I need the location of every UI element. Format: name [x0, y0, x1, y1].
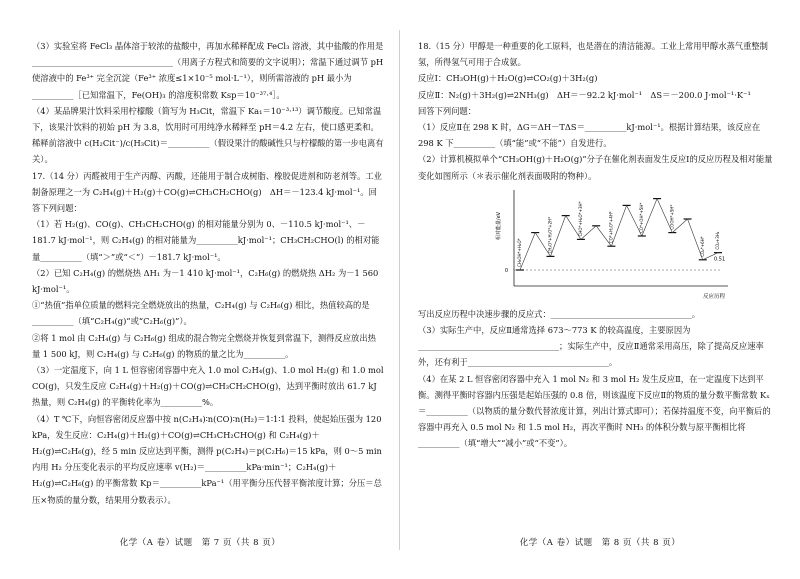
q16-part3: （3）实验室将 FeCl₃ 晶体溶于较浓的盐酸中，再加水稀释配成 FeCl₃ 溶液，其中盐酸的作用是__________________________________（用离子方程式和简要的文字说明）；常温下通过调节 pH 使溶液中的 Fe³⁺ 完全沉淀（Fe³⁺ 浓度≤1×10⁻⁵ mol·L⁻¹），则所需溶液的 pH 最小为__________［已知常温下，Fe(OH)₃ 的溶度积常数 Ksp＝10⁻³⁷·⁴］。: [32, 41, 384, 100]
state-label-6: CO*+H₂O*+4H*: [608, 211, 614, 244]
energy-marks: [516, 198, 722, 269]
q17-part2-sub1: ①“热值”指单位质量的燃料完全燃烧放出的热量，C₂H₄(g) 与 C₂H₆(g) 相比，热值较高的是__________（填“C₂H₄(g)”或“C₂H₆(g)”）。: [32, 300, 370, 327]
state-label-13: CO₂+3H₂: [715, 231, 720, 250]
q18-prompt: 回答下列问题：: [418, 105, 477, 116]
end-value-label: 0.51: [714, 256, 726, 263]
q17-intro: 17.（14 分）丙醛被用于生产丙醇、丙酸，还能用于制合成树脂、橡胶促进剂和防老剂等。工业制备原理之一为 C₂H₄(g)＋H₂(g)＋CO(g)⇌CH₃CH₂CHO(g) ΔH＝－123.4 kJ·mol⁻¹。回答下列问题：: [32, 170, 382, 214]
state-label-4: CHO*+H₂O*+3H*: [577, 201, 583, 237]
state-label-12: CO₂*+6H*: [699, 236, 705, 257]
y-axis-label: 相对能量/eV: [496, 211, 502, 240]
q17-part2-sub2: ②将 1 mol 由 C₂H₄(g) 与 C₂H₆(g) 组成的混合物完全燃烧并恢复到常温下，测得反应放出热量 1 500 kJ，则 C₂H₄(g) 与 C₂H₆(g) 的物质的量之比为__________。: [32, 332, 376, 359]
page-footer-left: 化学（A 卷）试题 第 7 页（共 8 页）: [119, 538, 281, 548]
left-column: [32, 38, 384, 508]
state-label-0: CH₃OH*+H₂O*: [517, 238, 522, 267]
q17-part1: （1）若 H₂(g)、CO(g)、CH₃CH₂CHO(g) 的相对能量分别为 0、－110.5 kJ·mol⁻¹、－181.7 kJ·mol⁻¹，则 C₂H₄(g) 的相对能量为__________kJ·mol⁻¹；CH₃CH₂CHO(l) 的相对能量__________（填“＞”或“＜”）－181.7 kJ·mol⁻¹。: [32, 219, 380, 262]
q18-reaction-2: 反应Ⅱ：N₂(g)＋3H₂(g)⇌2NH₃(g) ΔH＝－92.2 kJ·mol⁻¹ ΔS＝－200.0 J·mol⁻¹·K⁻¹: [418, 89, 751, 100]
right-column: [418, 38, 776, 452]
page-footer-right: 化学（A 卷）试题 第 8 页（共 8 页）: [519, 538, 681, 548]
q17-part3: （3）一定温度下，向 1 L 恒容密闭容器中充入 1.0 mol C₂H₄(g)、1.0 mol H₂(g) 和 1.0 mol CO(g)，只发生反应 C₂H₄(g)＋H₂(g)＋CO(g)⇌CH₃CH₂CHO(g)，达到平衡时放出 61.7 kJ 热量，则 C₂H₄(g) 的平衡转化率为__________%。: [32, 365, 384, 408]
q17-part2: （2）已知 C₂H₄(g) 的燃烧热 ΔH₁ 为－1 410 kJ·mol⁻¹，C₂H₆(g) 的燃烧热 ΔH₂ 为－1 560 kJ·mol⁻¹。: [32, 267, 379, 295]
q18-part2-question: 写出反应历程中决速步骤的反应式：__________________________________。: [418, 308, 701, 319]
state-label-8: CO*+OH*+5H*: [638, 202, 644, 233]
q18-part3: （3）实际生产中，反应Ⅱ通常选择 673～773 K 的较高温度，主要原因为__________________________________；实际生产中，反应Ⅱ通常采用高压，除了提高反应速率外，还有利于__________________________________。: [418, 325, 764, 368]
energy-profile-chart: [488, 186, 738, 304]
y-origin-label: 0: [504, 267, 508, 274]
q18-intro: 18.（15 分）甲醇是一种重要的化工原料，也是潜在的清洁能源。工业上常用甲醇水蒸气重整制氢，所得氢气可用于合成氨。: [418, 41, 768, 68]
page-8: [400, 0, 800, 579]
q17-part4: （4）T ℃下，向恒容密闭反应器中按 n(C₂H₄)∶n(CO)∶n(H₂)＝1∶1∶1 投料，使起始压强为 120 kPa，发生反应：C₂H₄(g)＋H₂(g)＋CO(g)⇌CH₃CH₂CHO(g) 和 C₂H₄(g)＋H₂(g)⇌C₂H₆(g)，经 5 min 反应达到平衡，测得 p(C₂H₄)＝p(C₂H₆)＝15 kPa，则 0～5 min 内用 H₂ 分压变化表示的平均反应速率 v(H₂)＝__________kPa·min⁻¹；C₂H₄(g)＋H₂(g)⇌C₂H₆(g) 的平衡常数 Kp＝__________kPa⁻¹（用平衡分压代替平衡浓度计算；分压＝总压×物质的量分数，结果用分数表示）。: [32, 413, 382, 505]
q18-reaction-1: 反应Ⅰ：CH₃OH(g)＋H₂O(g)⇌CO₂(g)＋3H₂(g): [418, 73, 598, 84]
q16-part4: （4）某品牌果汁饮料采用柠檬酸（简写为 H₃Cit，常温下 Ka₁＝10⁻³·¹³）调节酸度。已知常温下，该果汁饮料的初始 pH 为 3.8，饮用时可用纯净水稀释至 pH＝4.2 左右，使口感更柔和。稀释前溶液中 c(H₂Cit⁻)/c(H₃Cit)＝__________（假设果汁的酸碱性只与柠檬酸的第一步电离有关）。: [32, 105, 384, 165]
energy-profile-svg: [488, 186, 738, 304]
x-axis-label: 反应历程: [702, 293, 726, 300]
q18-part2: （2）计算机模拟单个“CH₃OH(g)＋H₂O(g)”分子在催化剂表面发生反应Ⅰ的反应历程及相对能量变化如图所示（＊表示催化剂表面吸附的物种）。: [418, 154, 773, 181]
state-label-10: COOH*+5H*: [669, 204, 675, 230]
q18-part1: （1）反应Ⅱ在 298 K 时，ΔG＝ΔH－TΔS＝__________kJ·mol⁻¹。根据计算结果，该反应在 298 K 下__________（填“能”或“不能”）自发进行。: [418, 122, 761, 149]
state-label-2: CH₂O*+H₂O*+2H*: [547, 216, 553, 254]
q18-part4: （4）在某 2 L 恒容密闭容器中充入 1 mol N₂ 和 3 mol H₂ 发生反应Ⅱ，在一定温度下达到平衡。测得平衡时容器内压强是起始压强的 0.8 倍，则该温度下反应Ⅱ的物质的量分数平衡常数 Kₓ＝__________（以物质的量分数代替浓度计算，列出计算式即可）；若保持温度不变，向平衡后的容器中再充入 0.5 mol N₂ 和 1.5 mol H₂，再次平衡时 NH₃ 的体积分数与原平衡相比将__________（填“增大”“减小”或“不变”）。: [418, 373, 771, 449]
